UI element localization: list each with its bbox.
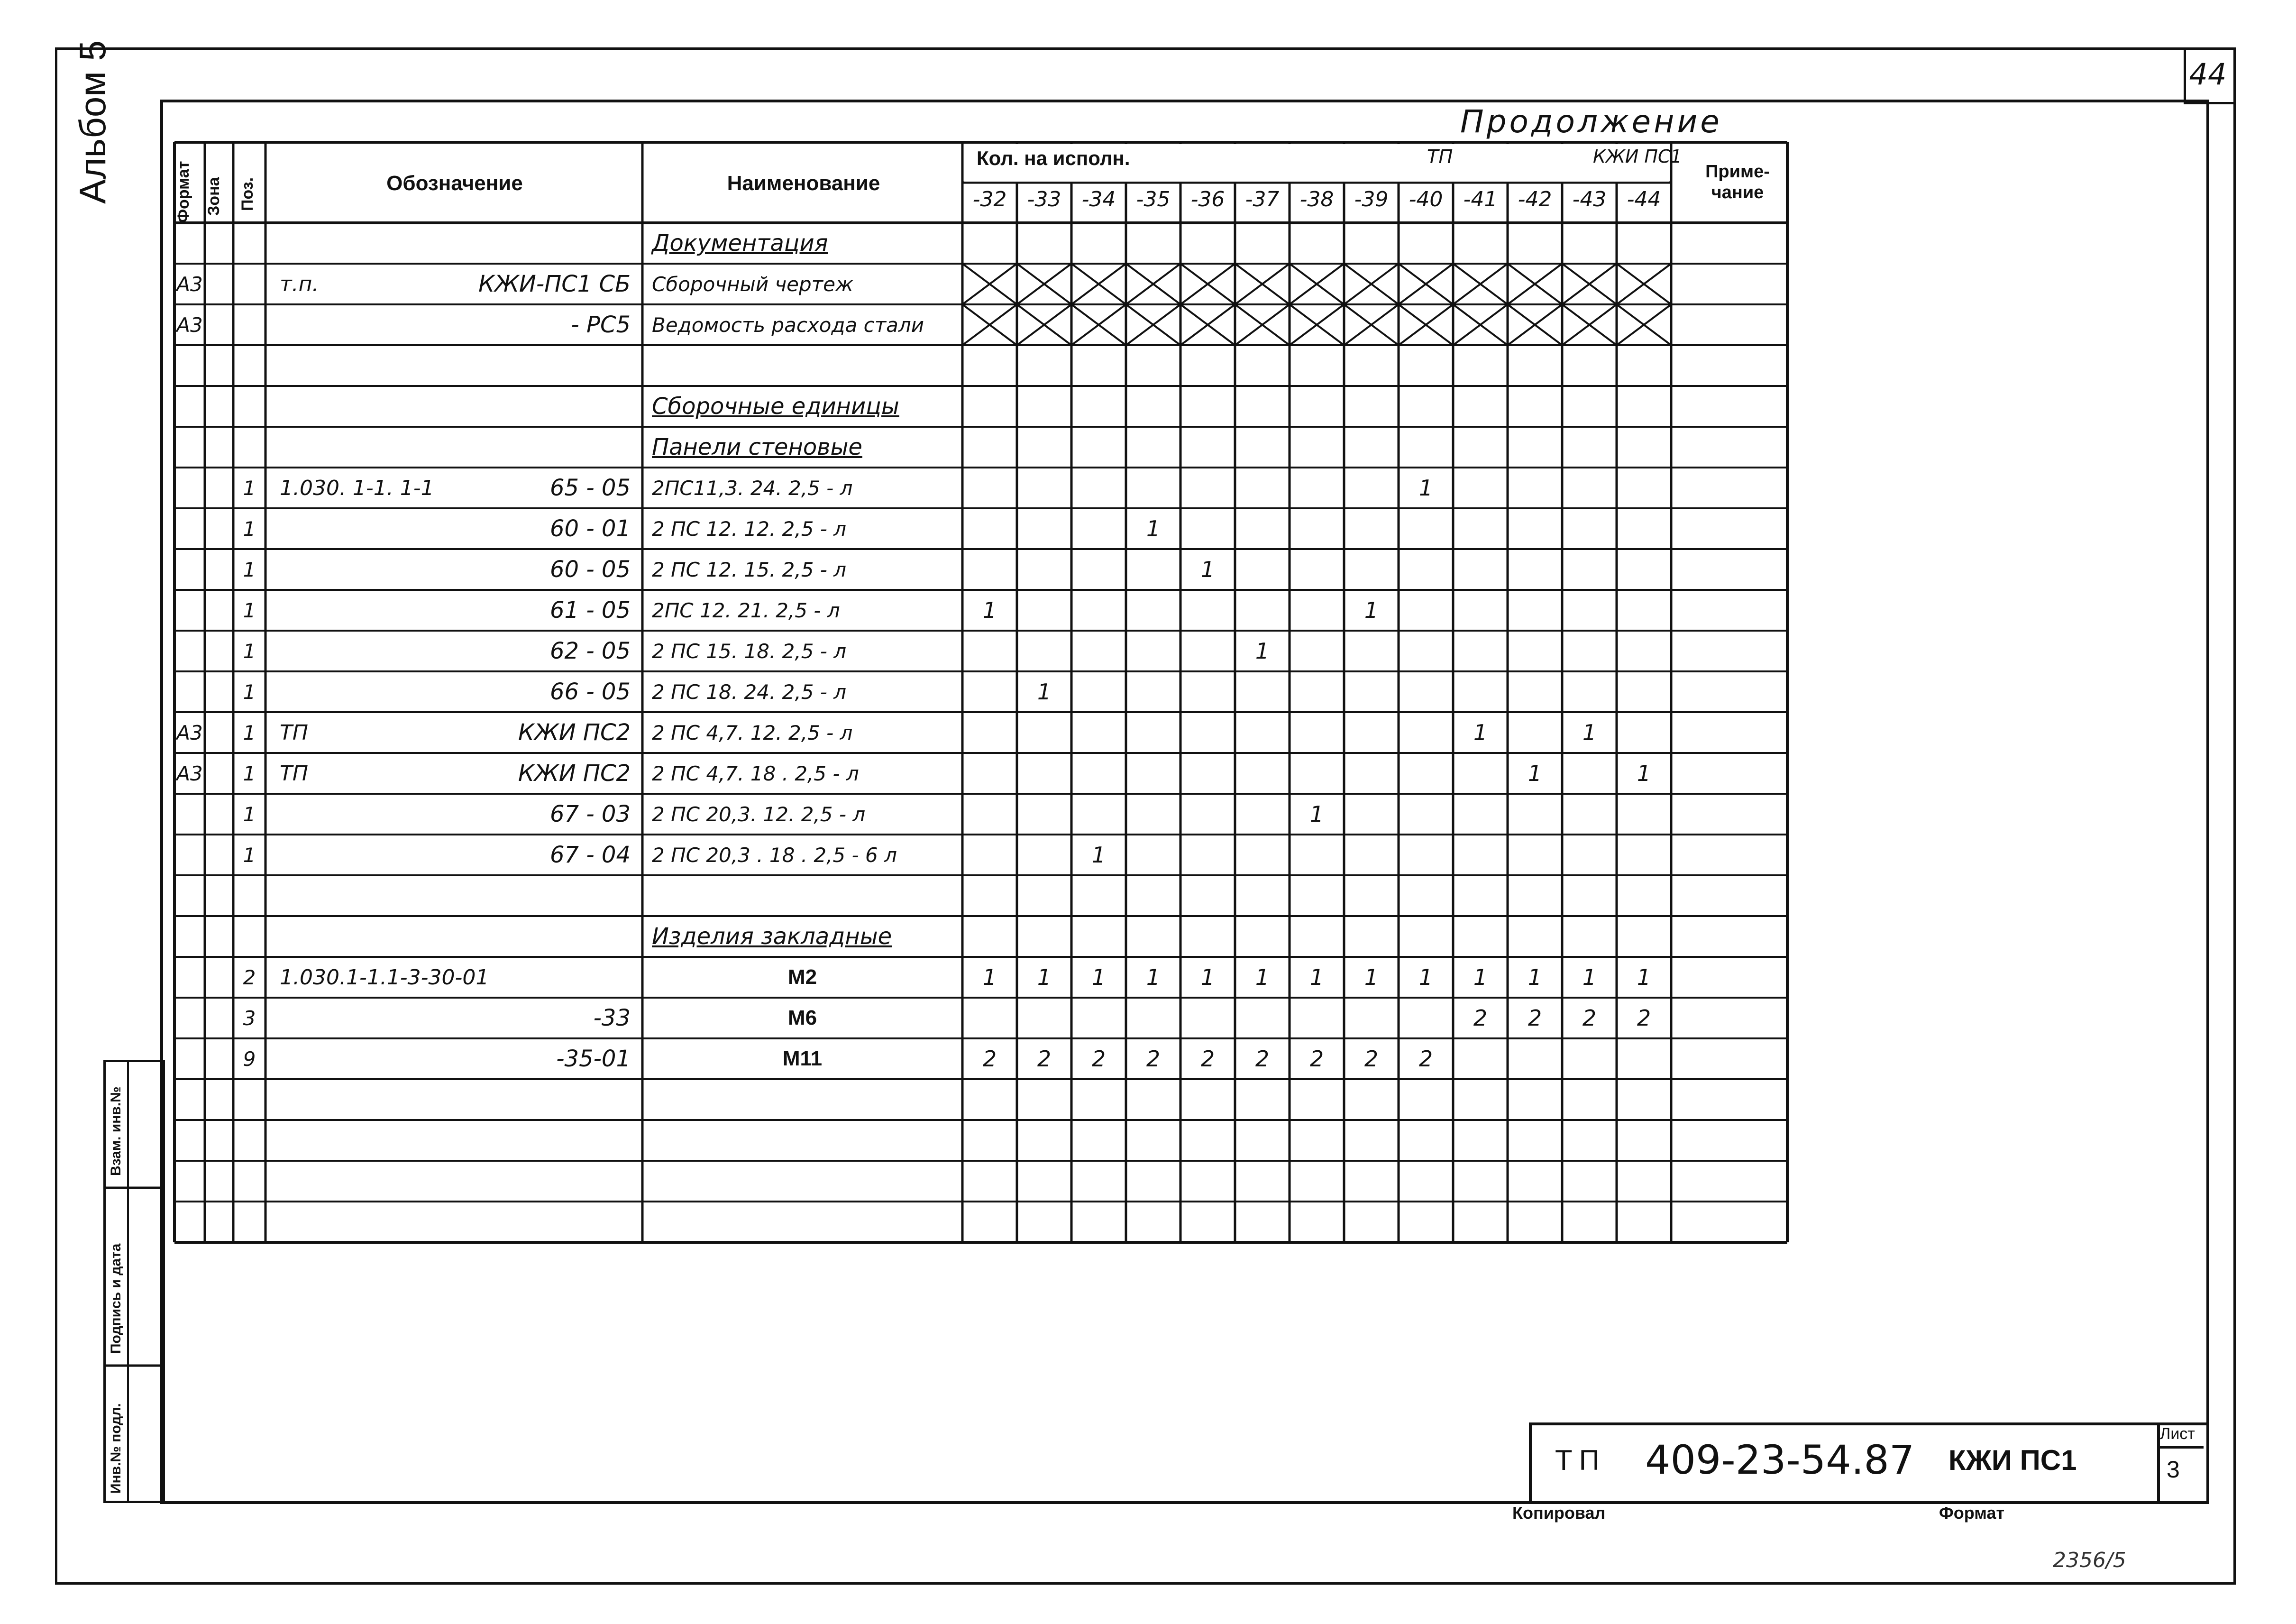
- row-format: А3: [176, 272, 203, 296]
- row-designation-prefix: т.п.: [280, 272, 319, 296]
- row-qty: 2: [982, 1046, 997, 1072]
- row-name: 2 ПС 15. 18. 2,5 - л: [652, 639, 847, 663]
- row-designation: - РС5: [571, 312, 631, 338]
- row-name: Ведомость расхода стали: [652, 313, 924, 337]
- col-header-qty: Кол. на исполн.: [977, 147, 1130, 169]
- variant-header: -33: [1027, 187, 1061, 211]
- row-name: 2 ПС 18. 24. 2,5 - л: [652, 680, 847, 704]
- row-qty: 2: [1528, 1005, 1542, 1031]
- row-qty: 2: [1091, 1046, 1106, 1072]
- row-qty: 1: [1528, 964, 1542, 990]
- row-qty: 2: [1418, 1046, 1433, 1072]
- row-pos: 1: [243, 476, 256, 500]
- row-qty: 2: [1037, 1046, 1052, 1072]
- row-section-title: Панели стеновые: [652, 434, 862, 460]
- row-name: М11: [782, 1047, 823, 1070]
- row-pos: 1: [243, 762, 256, 785]
- row-name: 2 ПС 4,7. 18 . 2,5 - л: [652, 762, 859, 785]
- row-designation: 65 - 05: [550, 475, 631, 501]
- row-qty: 1: [1200, 557, 1215, 582]
- row-qty: 1: [1418, 475, 1433, 501]
- row-format: А3: [176, 721, 203, 744]
- row-qty: 1: [1637, 761, 1651, 786]
- row-qty: 1: [1309, 801, 1324, 827]
- row-pos: 1: [243, 802, 256, 826]
- row-designation: 67 - 04: [550, 842, 631, 868]
- top-right-number: 44: [2189, 57, 2227, 92]
- row-qty: 2: [1255, 1046, 1270, 1072]
- row-qty: 1: [1582, 964, 1597, 990]
- col-header-designation: Обозначение: [386, 172, 523, 195]
- title-prefix: ТП: [1555, 1444, 1606, 1476]
- row-qty: 2: [1309, 1046, 1324, 1072]
- row-qty: 1: [1364, 964, 1379, 990]
- row-designation: -35-01: [556, 1046, 631, 1072]
- row-designation: 66 - 05: [550, 679, 631, 705]
- stamp-sign-date: Подпись и дата: [108, 1243, 124, 1354]
- row-qty: 1: [1091, 842, 1106, 868]
- row-qty: 1: [1255, 964, 1270, 990]
- row-pos: 1: [243, 517, 256, 541]
- copied-label: Копировал: [1512, 1503, 1606, 1523]
- row-designation-prefix: ТП: [280, 761, 308, 786]
- row-qty: 2: [1146, 1046, 1161, 1072]
- row-pos: 9: [243, 1047, 256, 1071]
- row-pos: 1: [243, 558, 256, 581]
- row-qty: 1: [1418, 964, 1433, 990]
- row-name: 2 ПС 12. 15. 2,5 - л: [652, 558, 847, 581]
- variant-header: -40: [1409, 187, 1443, 211]
- variant-header: -32: [972, 187, 1007, 211]
- col-header-pos: Поз.: [238, 177, 256, 211]
- row-designation: КЖИ ПС2: [518, 719, 631, 746]
- row-qty: 1: [1473, 720, 1488, 745]
- variant-header: -43: [1572, 187, 1607, 211]
- row-qty: 2: [1200, 1046, 1215, 1072]
- row-section-title: Документация: [652, 230, 828, 257]
- row-qty: 1: [982, 597, 997, 623]
- row-name: 2 ПС 4,7. 12. 2,5 - л: [652, 721, 853, 744]
- variant-header: -38: [1299, 187, 1334, 211]
- row-qty: 1: [1037, 964, 1052, 990]
- continuation-label: Продолжение: [1460, 103, 1722, 140]
- format-label: Формат: [1939, 1503, 2005, 1523]
- row-qty: 2: [1364, 1046, 1379, 1072]
- row-designation: 60 - 01: [550, 515, 631, 542]
- row-pos: 1: [243, 598, 256, 622]
- stamp-replace-inv: Взам. инв.№: [108, 1086, 124, 1176]
- variant-header: -37: [1245, 187, 1280, 211]
- variant-header: -39: [1354, 187, 1389, 211]
- title-number: 409-23-54.87: [1645, 1437, 1915, 1483]
- col-header-note: Приме- чание: [1705, 162, 1770, 202]
- row-qty: 1: [1146, 516, 1161, 541]
- row-pos: 1: [243, 680, 256, 704]
- variant-header: -41: [1463, 187, 1498, 211]
- row-qty: 2: [1473, 1005, 1488, 1031]
- row-name: 2 ПС 20,3. 12. 2,5 - л: [652, 802, 866, 826]
- row-qty: 1: [1473, 964, 1488, 990]
- variant-header: -35: [1136, 187, 1171, 211]
- col-header-name: Наименование: [727, 172, 880, 195]
- row-format: А3: [176, 313, 203, 337]
- row-qty: 1: [1255, 638, 1270, 664]
- row-pos: 1: [243, 843, 256, 867]
- row-name: 2 ПС 12. 12. 2,5 - л: [652, 517, 847, 541]
- row-designation: КЖИ-ПС1 СБ: [478, 271, 631, 297]
- row-qty: 2: [1637, 1005, 1651, 1031]
- col-header-zone: Зона: [205, 177, 223, 216]
- col-header-format: Формат: [174, 161, 192, 223]
- row-qty: 1: [1037, 679, 1052, 705]
- row-pos: 1: [243, 721, 256, 744]
- row-qty: 1: [1309, 964, 1324, 990]
- bottom-note: 2356/5: [2053, 1548, 2126, 1572]
- row-name: 2ПС 12. 21. 2,5 - л: [652, 598, 840, 622]
- row-designation: 67 - 03: [550, 801, 631, 827]
- row-qty: 1: [1637, 964, 1651, 990]
- row-section-title: Изделия закладные: [652, 923, 892, 950]
- variant-header: -42: [1518, 187, 1552, 211]
- row-designation: -33: [593, 1005, 631, 1031]
- title-code: КЖИ ПС1: [1948, 1444, 2077, 1476]
- variant-header: -36: [1190, 187, 1225, 211]
- row-format: А3: [176, 762, 203, 785]
- row-section-title: Сборочные единицы: [652, 393, 899, 420]
- row-name: 2ПС11,3. 24. 2,5 - л: [652, 476, 853, 500]
- col-header-doc-code: КЖИ ПС1: [1593, 146, 1682, 167]
- variant-header: -44: [1627, 187, 1661, 211]
- row-qty: 1: [1582, 720, 1597, 745]
- row-pos: 2: [243, 965, 256, 989]
- row-designation: 61 - 05: [550, 597, 631, 624]
- row-qty: 1: [982, 964, 997, 990]
- row-qty: 1: [1091, 964, 1106, 990]
- row-qty: 1: [1364, 597, 1379, 623]
- row-designation-prefix: 1.030.1-1.1-3-30-01: [280, 965, 489, 990]
- row-qty: 1: [1146, 964, 1161, 990]
- row-pos: 1: [243, 639, 256, 663]
- row-designation: 60 - 05: [550, 556, 631, 583]
- album-label: Альбом 5: [72, 40, 113, 204]
- row-designation: КЖИ ПС2: [518, 760, 631, 787]
- row-qty: 1: [1200, 964, 1215, 990]
- variant-header: -34: [1081, 187, 1116, 211]
- row-designation-prefix: 1.030. 1-1. 1-1: [280, 476, 434, 500]
- sheet-number: 3: [2167, 1456, 2180, 1483]
- row-pos: 3: [243, 1006, 256, 1030]
- row-designation-prefix: ТП: [280, 720, 308, 745]
- row-designation: 62 - 05: [550, 638, 631, 664]
- row-name: М6: [787, 1006, 817, 1029]
- row-qty: 1: [1528, 761, 1542, 786]
- row-qty: 2: [1582, 1005, 1597, 1031]
- col-header-tp: ТП: [1427, 146, 1453, 168]
- row-name: М2: [787, 965, 817, 989]
- sheet-box-divider: [2157, 1446, 2204, 1449]
- row-name: 2 ПС 20,3 . 18 . 2,5 - 6 л: [652, 843, 897, 867]
- stamp-inv-orig: Инв.№ подл.: [108, 1403, 124, 1494]
- row-name: Сборочный чертеж: [652, 272, 853, 296]
- sheet-label: Лист: [2160, 1425, 2195, 1443]
